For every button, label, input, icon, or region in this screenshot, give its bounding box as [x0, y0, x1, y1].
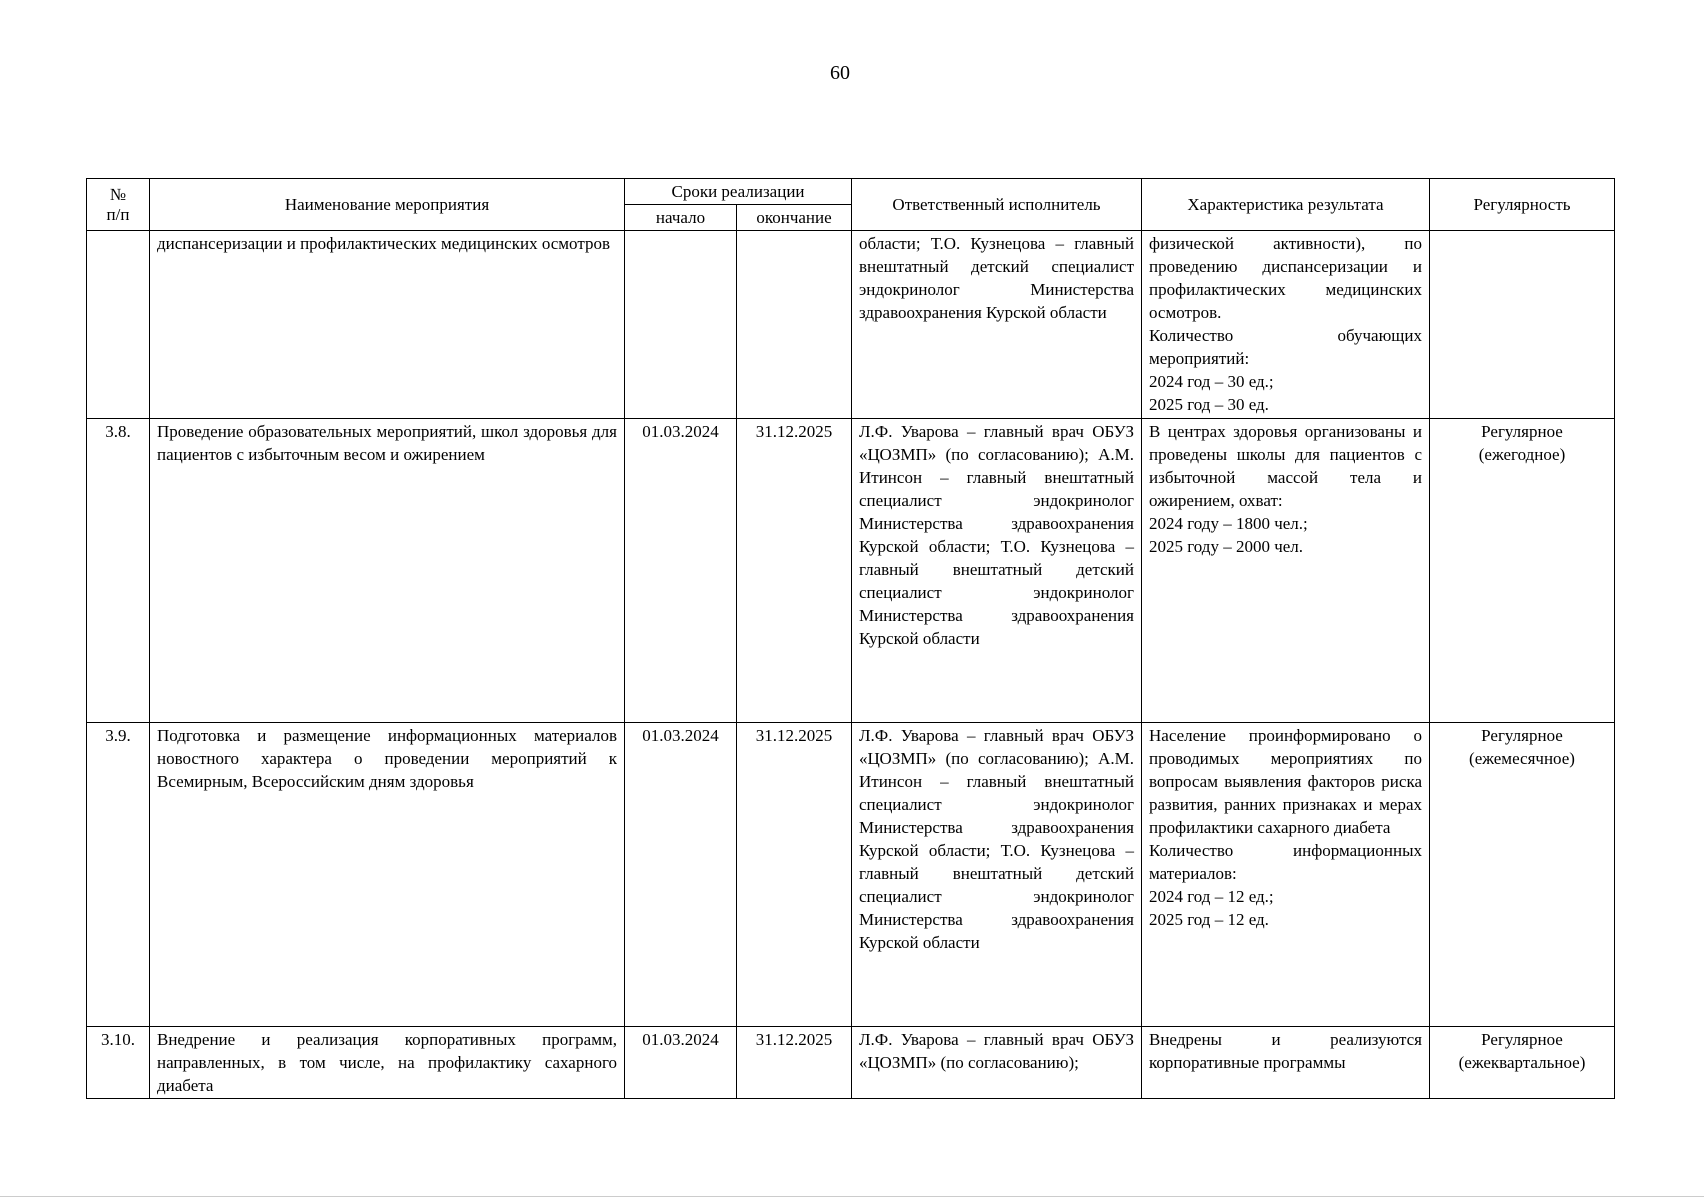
row-executor: Л.Ф. Уварова – главный врач ОБУЗ «ЦОЗМП» (по согласованию); — [852, 1027, 1142, 1099]
row-executor: Л.Ф. Уварова – главный врач ОБУЗ «ЦОЗМП» (по согласованию); А.М. Итинсон – главный внештатный специалист эндокринолог Министерства здравоохранения Курской области; Т.О. Кузнецова – главный внештатный детский специалист эндокринолог Министерства здравоохранения Курской области — [852, 723, 1142, 1027]
row-result-line: 2024 год – 12 ед.; — [1149, 887, 1274, 906]
row-name: Проведение образовательных мероприятий, школ здоровья для пациентов с избыточным весом и ожирением — [150, 419, 625, 723]
row-regularity: Регулярное (ежеквартальное) — [1430, 1027, 1615, 1099]
row-regularity: Регулярное (ежемесячное) — [1430, 723, 1615, 1027]
row-name: Подготовка и размещение информационных материалов новостного характера о проведении мероприятий к Всемирным, Всероссийским дням здоровья — [150, 723, 625, 1027]
row-end: 31.12.2025 — [737, 723, 852, 1027]
table-row — [87, 1027, 1615, 1099]
row-result-line: 2025 год – 30 ед. — [1149, 395, 1269, 414]
header-result: Характеристика результата — [1142, 179, 1430, 231]
row-num — [87, 231, 150, 419]
row-executor: Л.Ф. Уварова – главный врач ОБУЗ «ЦОЗМП» (по согласованию); А.М. Итинсон – главный внештатный специалист эндокринолог Министерства здравоохранения Курской области; Т.О. Кузнецова – главный внештатный детский специалист эндокринолог Министерства здравоохранения Курской области — [852, 419, 1142, 723]
table-row — [87, 723, 1615, 1027]
row-result-line: физической активности), по проведению диспансеризации и профилактических медицинских осмотров. — [1149, 234, 1422, 322]
header-num — [87, 179, 150, 231]
row-end — [737, 231, 852, 419]
row-executor: области; Т.О. Кузнецова – главный внештатный детский специалист эндокринолог Министерства здравоохранения Курской области — [852, 231, 1142, 419]
row-num: 3.8. — [87, 419, 150, 723]
row-result-line: В центрах здоровья организованы и проведены школы для пациентов с избыточной массой тела и ожирением, охват: — [1149, 422, 1422, 510]
header-end: окончание — [737, 205, 852, 231]
row-result-line: 2024 году – 1800 чел.; — [1149, 514, 1308, 533]
row-regularity — [1430, 231, 1615, 419]
row-end: 31.12.2025 — [737, 1027, 852, 1099]
header-num-sub: п/п — [106, 204, 130, 224]
row-num: 3.9. — [87, 723, 150, 1027]
row-result-line: Внедрены и реализуются корпоративные программы — [1149, 1030, 1422, 1072]
row-regularity: Регулярное (ежегодное) — [1430, 419, 1615, 723]
scan-edge-line — [0, 1196, 1704, 1197]
row-result — [1142, 231, 1430, 419]
row-start: 01.03.2024 — [625, 1027, 737, 1099]
row-result-line: 2024 год – 30 ед.; — [1149, 372, 1274, 391]
header-start: начало — [625, 205, 737, 231]
row-result — [1142, 1027, 1430, 1099]
row-num: 3.10. — [87, 1027, 150, 1099]
header-regularity: Регулярность — [1430, 179, 1615, 231]
row-start: 01.03.2024 — [625, 723, 737, 1027]
page-number: 60 — [830, 62, 850, 84]
row-start — [625, 231, 737, 419]
row-result-line: Население проинформировано о проводимых мероприятиях по вопросам выявления факторов риска развития, ранних признаках и мерах профилактики сахарного диабета — [1149, 726, 1422, 837]
header-num-label: № — [109, 184, 127, 204]
row-name: Внедрение и реализация корпоративных программ, направленных, в том числе, на профилактику сахарного диабета — [150, 1027, 625, 1099]
row-result-line: 2025 год – 12 ед. — [1149, 910, 1269, 929]
row-result-line: 2025 году – 2000 чел. — [1149, 537, 1304, 556]
table-header — [87, 179, 1615, 231]
header-terms: Сроки реализации — [625, 179, 852, 205]
header-executor: Ответственный исполнитель — [852, 179, 1142, 231]
row-name: диспансеризации и профилактических медицинских осмотров — [150, 231, 625, 419]
row-result-line: Количество информационных материалов: — [1149, 841, 1422, 883]
table-row — [87, 231, 1615, 419]
row-result-line: Количество обучающих мероприятий: — [1149, 326, 1422, 368]
row-end: 31.12.2025 — [737, 419, 852, 723]
table-row — [87, 419, 1615, 723]
row-result — [1142, 419, 1430, 723]
header-name: Наименование мероприятия — [150, 179, 625, 231]
row-result — [1142, 723, 1430, 1027]
row-start: 01.03.2024 — [625, 419, 737, 723]
activities-table — [86, 178, 1615, 1099]
